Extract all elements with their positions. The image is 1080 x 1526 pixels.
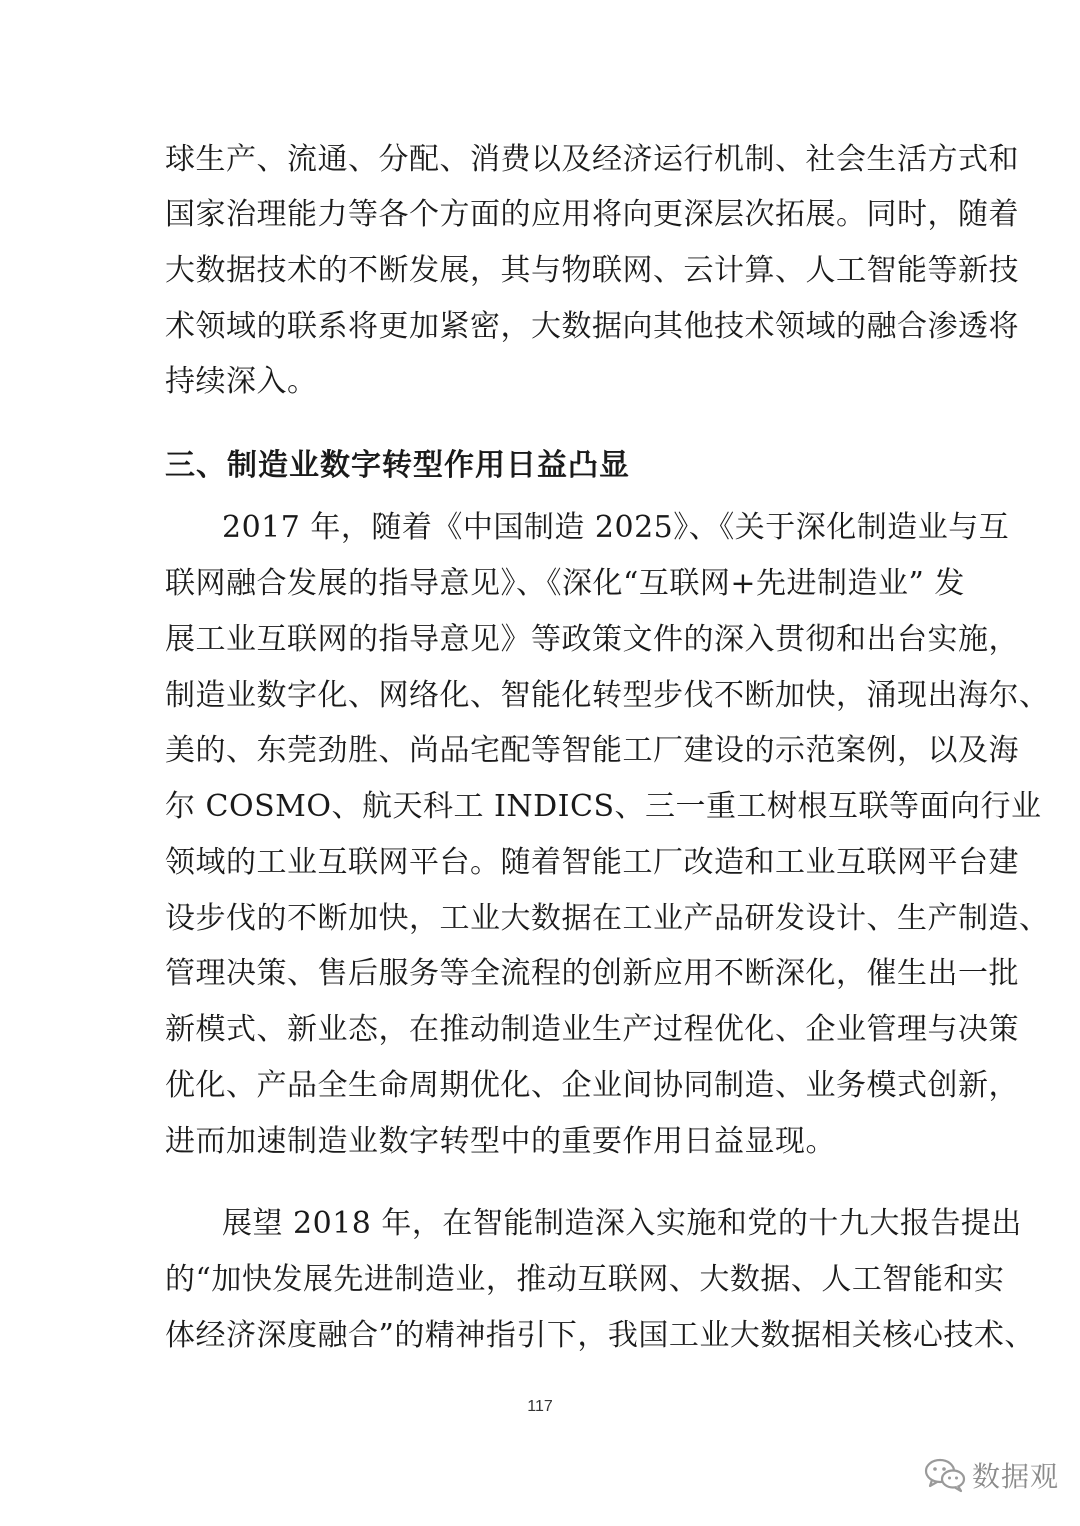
paragraph-2-line: 优化、产品全生命周期优化、企业间协同制造、业务模式创新，	[165, 1068, 1019, 1103]
paragraph-2-line: 设步伐的不断加快，工业大数据在工业产品研发设计、生产制造、	[165, 901, 1050, 936]
paragraph-2-line: 尔 COSMO、航天科工 INDICS、三一重工树根互联等面向行业	[165, 789, 1042, 824]
paragraph-2-line: 进而加速制造业数字转型中的重要作用日益显现。	[165, 1124, 836, 1159]
wechat-icon	[924, 1457, 966, 1493]
paragraph-2-line: 制造业数字化、网络化、智能化转型步伐不断加快，涌现出海尔、	[165, 678, 1050, 713]
paragraph-3-line: 体经济深度融合”的精神指引下，我国工业大数据相关核心技术、	[165, 1318, 1035, 1353]
paragraph-1-line: 国家治理能力等各个方面的应用将向更深层次拓展。同时，随着	[165, 197, 1019, 232]
paragraph-3-line: 展望 2018 年，在智能制造深入实施和党的十九大报告提出	[222, 1206, 1022, 1241]
paragraph-2-line: 美的、东莞劲胜、尚品宅配等智能工厂建设的示范案例，以及海	[165, 733, 1019, 768]
paragraph-2-line: 领域的工业互联网平台。随着智能工厂改造和工业互联网平台建	[165, 845, 1019, 880]
paragraph-2-line: 新模式、新业态，在推动制造业生产过程优化、企业管理与决策	[165, 1012, 1019, 1047]
paragraph-1-line: 球生产、流通、分配、消费以及经济运行机制、社会生活方式和	[165, 142, 1019, 177]
paragraph-2-line: 管理决策、售后服务等全流程的创新应用不断深化，催生出一批	[165, 956, 1019, 991]
paragraph-2-line: 联网融合发展的指导意见》、《深化“互联网+先进制造业” 发	[165, 566, 965, 601]
watermark	[924, 1455, 1059, 1495]
paragraph-2-line: 2017 年，随着《中国制造 2025》、《关于深化制造业与互	[222, 510, 1010, 545]
paragraph-2-line: 展工业互联网的指导意见》等政策文件的深入贯彻和出台实施，	[165, 622, 1019, 657]
paragraph-1-line: 术领域的联系将更加紧密，大数据向其他技术领域的融合渗透将	[165, 309, 1019, 344]
section-heading: 三、制造业数字转型作用日益凸显	[165, 448, 630, 483]
paragraph-1-line: 大数据技术的不断发展，其与物联网、云计算、人工智能等新技	[165, 253, 1019, 288]
watermark-text: 数据观	[972, 1460, 1060, 1493]
paragraph-3-line: 的“加快发展先进制造业，推动互联网、大数据、人工智能和实	[165, 1262, 1005, 1297]
paragraph-1-line: 持续深入。	[165, 364, 318, 399]
page-number: 117	[527, 1398, 553, 1415]
